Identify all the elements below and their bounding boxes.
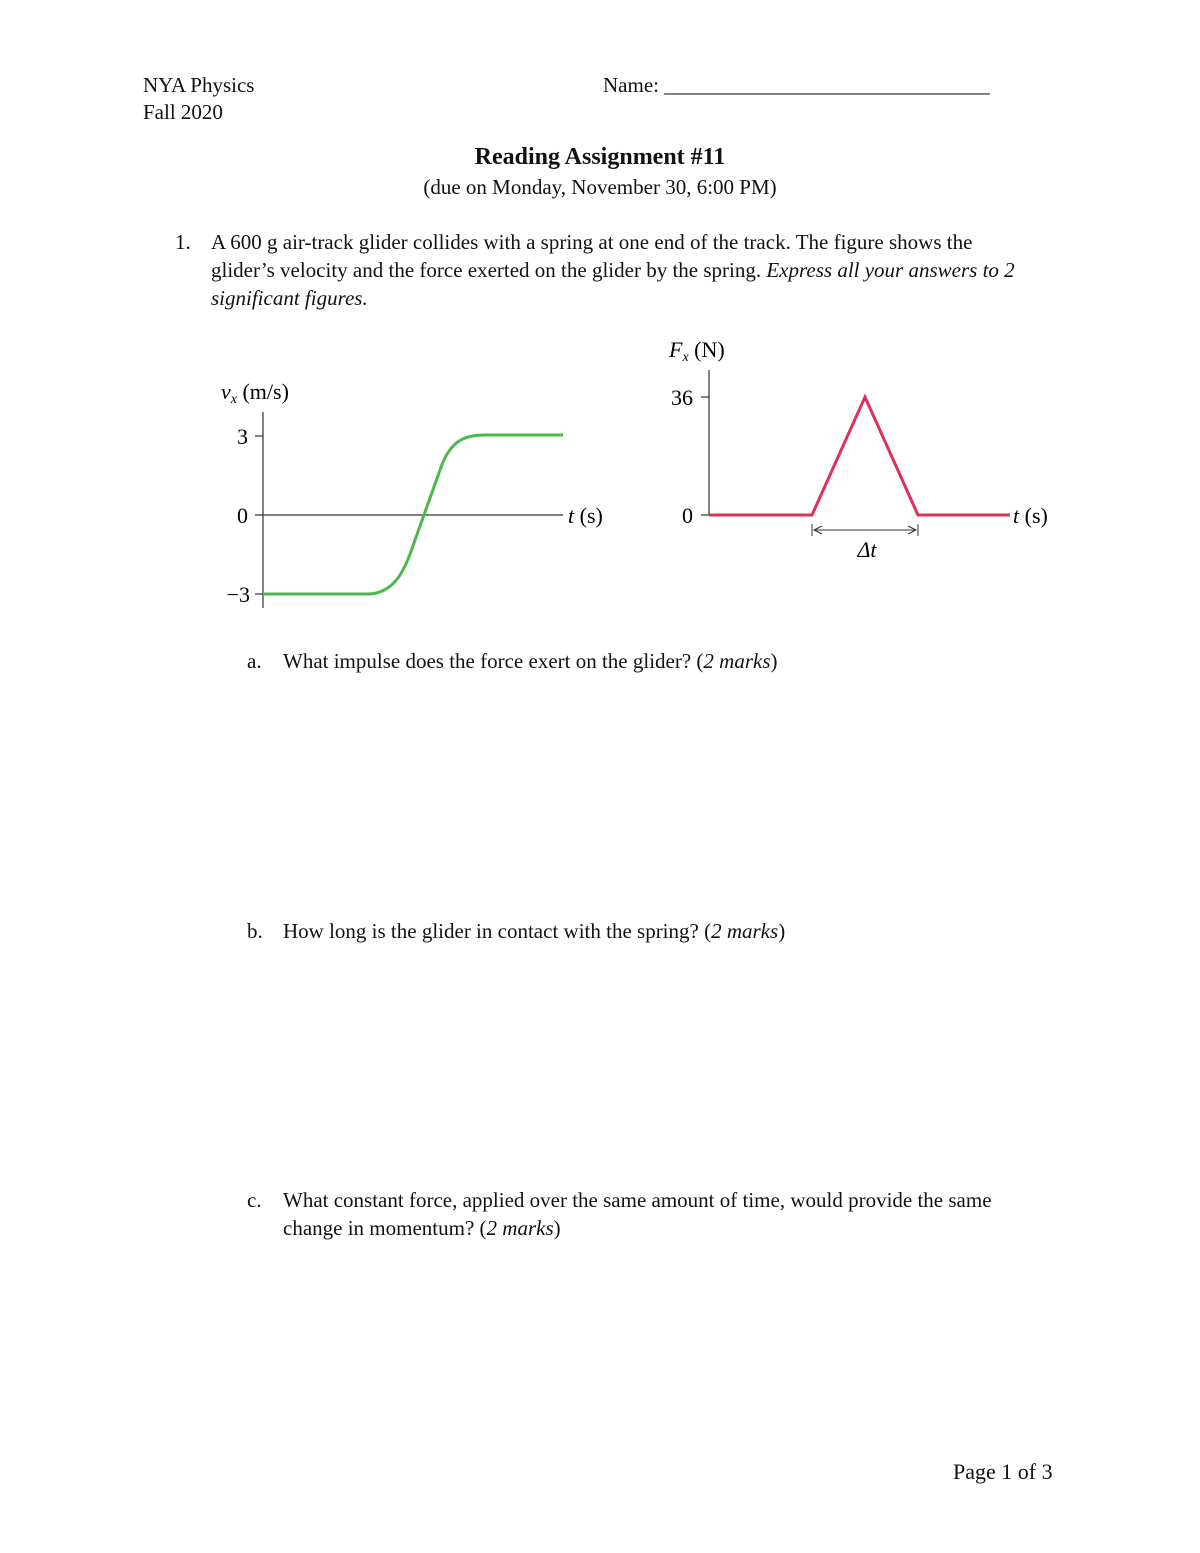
velocity-y-var: v — [221, 379, 231, 404]
velocity-y-unit: (m/s) — [236, 379, 289, 404]
part-a — [283, 647, 1043, 675]
page-title: Reading Assignment #11 — [474, 144, 726, 170]
delta-t-marker — [812, 524, 918, 562]
force-y-axis-label — [668, 337, 725, 365]
part-b-letter: b. — [247, 919, 263, 943]
due-date: (due on Monday, November 30, 6:00 PM) — [423, 175, 777, 199]
part-a-close: ) — [770, 649, 778, 673]
part-b-marks: 2 marks — [711, 919, 779, 943]
force-chart — [668, 337, 1048, 562]
part-c-text: What constant force, applied over the same amount of time, would provide the same change in momentum? ( — [283, 1188, 992, 1240]
part-b-close: ) — [778, 919, 786, 943]
force-x-axis-label — [1013, 503, 1048, 528]
force-y-var: F — [669, 337, 683, 362]
velocity-tick-label: −3 — [226, 582, 250, 607]
part-c-close: ) — [553, 1216, 561, 1240]
velocity-y-axis-label — [221, 379, 289, 407]
velocity-x-var: t — [568, 503, 575, 528]
part-a-text: What impulse does the force exert on the glider? ( — [283, 649, 704, 673]
part-a-letter: a. — [247, 649, 262, 673]
force-tick-label: 36 — [671, 385, 693, 410]
term: Fall 2020 — [143, 100, 223, 124]
part-c-letter: c. — [247, 1188, 262, 1212]
page-number: Page 1 of 3 — [953, 1459, 1053, 1484]
velocity-tick-label: 3 — [237, 424, 248, 449]
figure — [0, 330, 1200, 630]
part-b-text: How long is the glider in contact with the spring? ( — [283, 919, 712, 943]
delta-t-label: Δt — [857, 537, 877, 562]
force-curve — [709, 397, 1010, 515]
velocity-tick-label: 0 — [237, 503, 248, 528]
question-body: A 600 g air-track glider collides with a spring at one end of the track. The figure shows the glider’s velocity and the force exerted on the glider by the spring. — [211, 230, 973, 282]
name-field — [603, 72, 990, 98]
force-x-var: t — [1013, 503, 1020, 528]
part-c-marks: 2 marks — [486, 1216, 554, 1240]
force-x-unit: (s) — [1019, 503, 1048, 528]
force-y-unit: (N) — [688, 337, 725, 362]
force-tick-label: 0 — [682, 503, 693, 528]
velocity-chart — [221, 379, 603, 608]
course-name: NYA Physics — [143, 73, 255, 97]
name-label: Name: — [603, 73, 659, 97]
part-a-marks: 2 marks — [703, 649, 771, 673]
force-y-sub: x — [682, 350, 689, 365]
part-b — [283, 917, 1043, 945]
part-c — [283, 1186, 1033, 1242]
question-text — [211, 228, 1041, 312]
question-number: 1. — [175, 230, 191, 254]
question-instruction: Express all your answers to 2 significant figures. — [211, 258, 1015, 310]
velocity-x-axis-label — [568, 503, 603, 528]
name-line: _______________________________ — [664, 73, 990, 97]
velocity-y-sub: x — [230, 392, 237, 407]
velocity-x-unit: (s) — [574, 503, 603, 528]
